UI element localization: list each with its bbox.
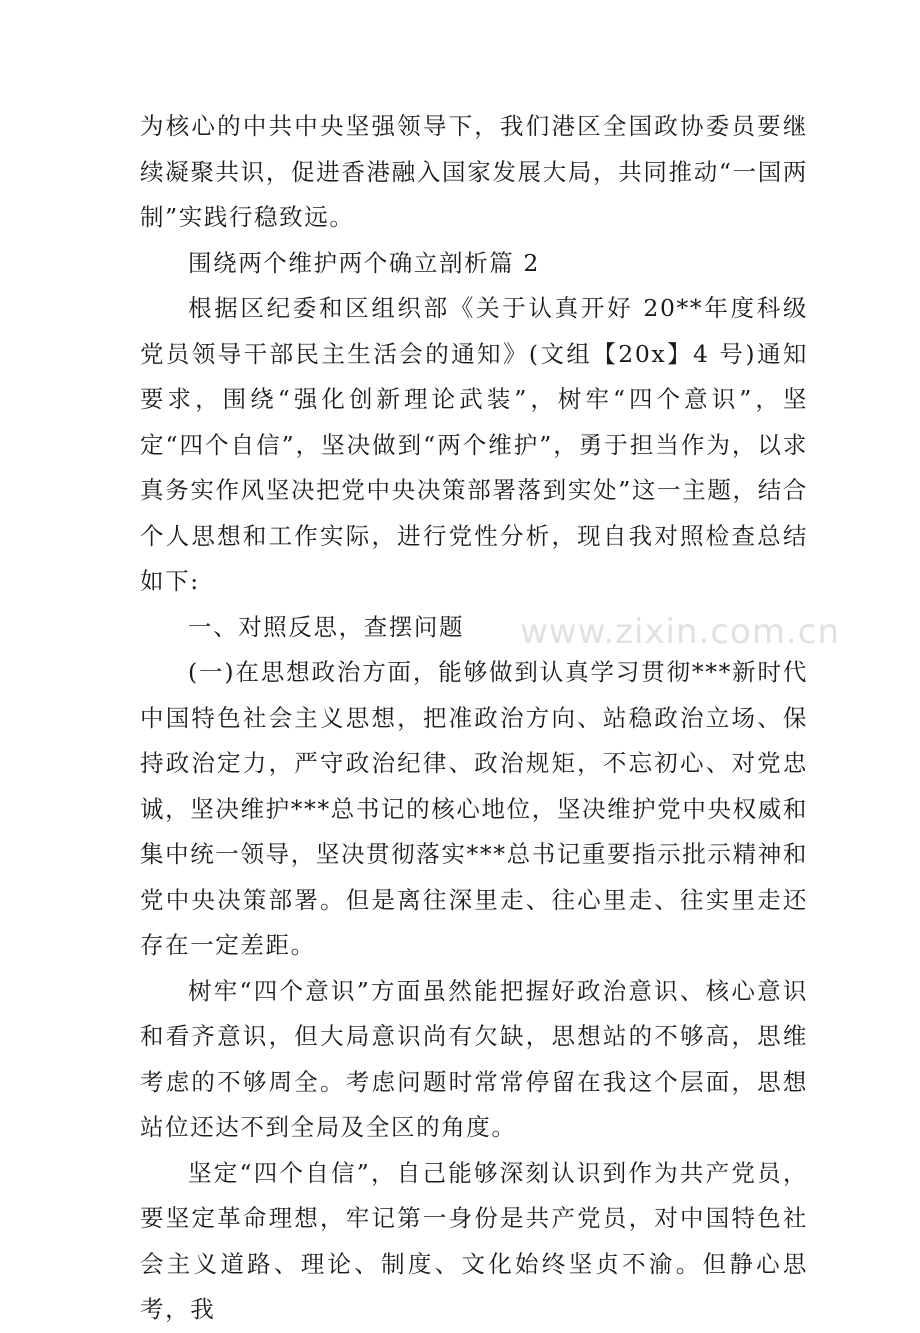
paragraph-2: 根据区纪委和区组织部《关于认真开好 20**年度科级党员领导干部民主生活会的通知》(文组【20x】4 号)通知要求，围绕“强化创新理论武装”，树牢“四个意识”，坚定“四个自信”，坚决做到“两个维护”，勇于担当作为，以求真务实作风坚决把党中央决策部署落到实处”这一主题，结合个人思想和工作实际，进行党性分析，现自我对照检查总结如下: bbox=[140, 294, 808, 595]
subsection-heading: 一、对照反思，查摆问题 bbox=[188, 612, 465, 641]
paragraph-0: 为核心的中共中央坚强领导下，我们港区全国政协委员要继续凝聚共识，促进香港融入国家发展大局，共同推动“一国两制”实践行稳致远。 bbox=[140, 112, 808, 231]
paragraph-6: 坚定“四个自信”，自己能够深刻认识到作为共产党员，要坚定革命理想，牢记第一身份是共产党员，对中国特色社会主义道路、理论、制度、文化始终坚贞不渝。但静心思考，我 bbox=[140, 1158, 808, 1323]
paragraph-5: 树牢“四个意识”方面虽然能把握好政治意识、核心意识和看齐意识，但大局意识尚有欠缺，思想站的不够高，思维考虑的不够周全。考虑问题时常常停留在我这个层面，思想站位还达不到全局及全区的角度。 bbox=[140, 976, 808, 1141]
section-heading: 围绕两个维护两个确立剖析篇 2 bbox=[188, 248, 540, 277]
watermark-text: www.zixin.com.cn bbox=[520, 612, 840, 652]
paragraph-4: (一)在思想政治方面，能够做到认真学习贯彻***新时代中国特色社会主义思想，把准政治方向、站稳政治立场、保持政治定力，严守政治纪律、政治规矩，不忘初心、对党忠诚，坚决维护***总书记的核心地位，坚决维护党中央权威和集中统一领导，坚决贯彻落实***总书记重要指示批示精神和党中央决策部署。但是离往深里走、往心里走、往实里走还存在一定差距。 bbox=[140, 658, 808, 959]
